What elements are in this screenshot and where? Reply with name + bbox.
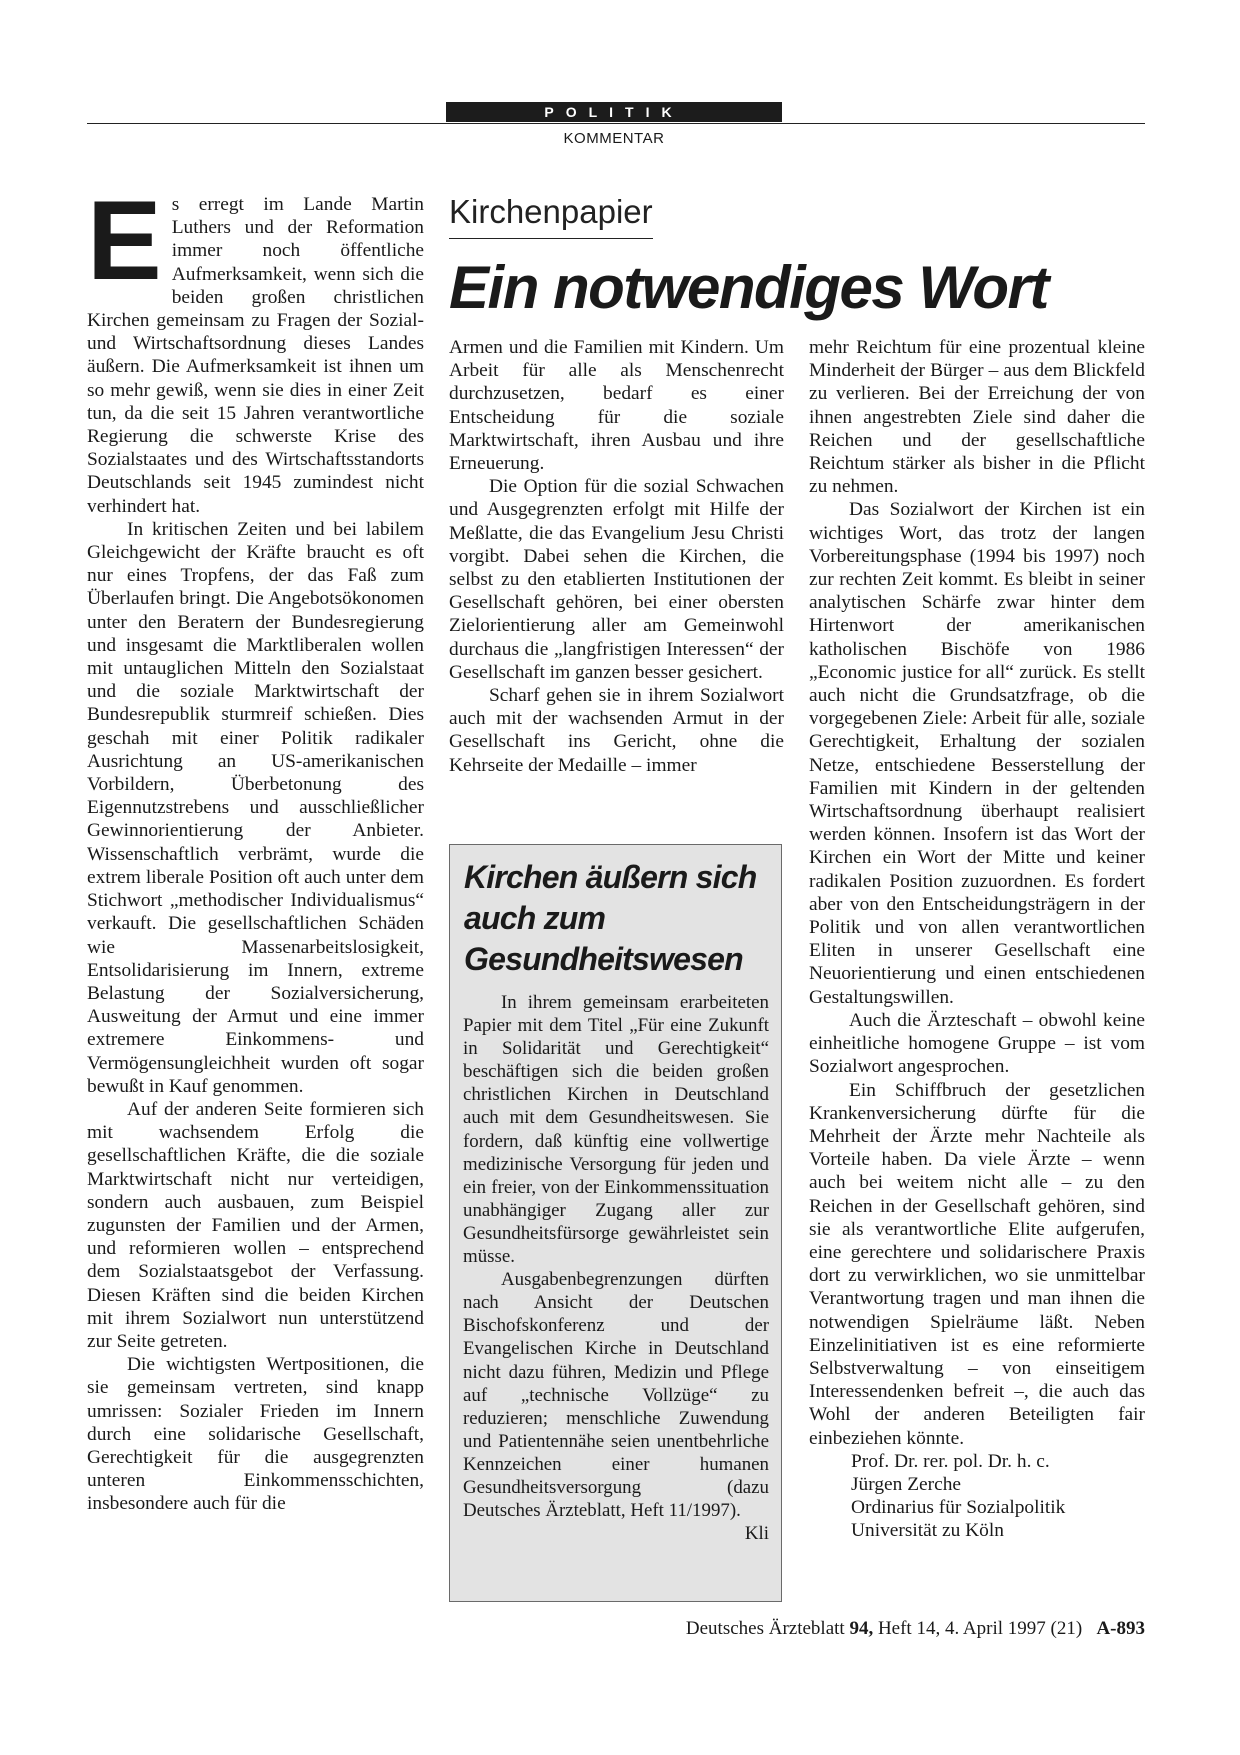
article-column-2 — [449, 336, 784, 777]
paragraph — [463, 1268, 769, 1545]
author-title: Prof. Dr. rer. pol. Dr. h. c. — [851, 1450, 1050, 1472]
paragraph: In ihrem gemeinsam erarbeiteten Papier mit dem Titel „Für eine Zukunft in Solidarität und Gerechtigkeit“ beschäftigen sich die beiden großen christlichen Kirchen in Deutschland auch mit dem Gesundheitswesen. Sie fordern, daß künftig eine vollwertige medizinische Versorgung für jeden und ein freier, von der Einkommenssituation unabhängiger Zugang aller zur Gesundheitsfürsorge gewährleistet sein müsse. — [463, 992, 769, 1268]
volume-number: 94, — [849, 1618, 874, 1639]
sidebar-box — [449, 844, 782, 1602]
author-signature — [809, 1450, 1145, 1543]
paragraph: Auch die Ärzteschaft – obwohl keine einheitliche homogene Gruppe – ist vom Sozialwort angesprochen. — [809, 1009, 1145, 1078]
article-kicker: Kirchenpapier — [449, 193, 653, 239]
drop-cap: E — [87, 178, 162, 303]
sidebar-box-title: Kirchen äußern sich auch zum Gesundheitswesen — [464, 859, 757, 977]
author-name: Jürgen Zerche — [851, 1473, 962, 1495]
author-position: Ordinarius für Sozialpolitik — [851, 1497, 1066, 1519]
paragraph: Die wichtigsten Wertpositionen, die sie gemeinsam vertreten, sind knapp umrissen: Sozialer Frieden im Innern durch eine solidarische Gesellschaft, Gerechtigkeit für die ausgegrenzten unteren Einkommensschichten, insbesondere auch für die — [87, 1354, 424, 1515]
publication-name: Deutsches Ärzteblatt — [685, 1618, 845, 1639]
section-label: POLITIK — [446, 102, 782, 122]
paragraph: Die Option für die sozial Schwachen und Ausgegrenzten erfolgt mit Hilfe der Meßlatte, die das Evangelium Jesu Christi vorgibt. Dabei sehen die Kirchen, die selbst zu den etablierten Institutionen der Gesellschaft gehören, bei einer obersten Zielorientierung aller am Gemeinwohl durchaus die „langfristigen Interessen“ der Gesellschaft im ganzen besser gesichert. — [449, 476, 784, 683]
paragraph: Ein Schiffbruch der gesetzlichen Krankenversicherung dürfte für die Mehrheit der Ärzte mehr Nachteile als Vorteile haben. Da viele Ärzte – wenn auch bei weitem nicht alle – zu den Reichen in der Gesellschaft gehören, sind sie als verantwortliche Elite aufgerufen, eine gerechtere und solidarischere Praxis dort zu verwirklichen, wo sie unmittelbar Verantwortung tragen und man ihnen die notwendigen Spielräume läßt. Neben Einzelinitiativen ist es eine reformierte Selbstverwaltung – von einseitigem Interessendenken befreit –, die auch das Wohl der anderen Beteiligten fair einbeziehen könnte. — [809, 1079, 1145, 1449]
page-number: A-893 — [1096, 1618, 1145, 1639]
header-rule — [87, 123, 1145, 124]
article-headline: Ein notwendiges Wort — [449, 254, 1048, 321]
subsection-label: KOMMENTAR — [563, 130, 665, 147]
sidebar-box-author: Kli — [744, 1523, 769, 1545]
paragraph: Armen und die Familien mit Kindern. Um Arbeit für alle als Menschenrecht durchzusetzen, bedarf es einer Entscheidung für die soziale Marktwirtschaft, ihren Ausbau und ihre Erneuerung. — [449, 337, 784, 475]
paragraph: s erregt im Lande Martin Luthers und der Reformation immer noch öffentliche Aufmerksamkeit, wenn sich die beiden großen christlichen Kirchen gemeinsam zu Fragen der Sozial- und Wirtschaftsordnung dieses Landes äußern. Die Aufmerksamkeit ist ihnen um so mehr gewiß, wenn sie dies in einer Zeit tun, da die seit 15 Jahren verantwortliche Regierung die schwerste Krise des Sozialstaates und des Wirtschaftsstandorts Deutschlands seit 1945 zumindest nicht verhindert hat. — [87, 194, 424, 517]
article-column-3 — [809, 336, 1145, 1543]
paragraph: In kritischen Zeiten und bei labilem Gleichgewicht der Kräfte braucht es oft nur eines Tropfens, der das Faß zum Überlaufen bringt. Die Angebotsökonomen unter den Beratern der Bundesregierung und insgesamt die Marktliberalen wollen mit untauglichen Mitteln den Sozialstaat und die soziale Marktwirtschaft der Bundesrepublik sturmreif schießen. Dies geschah mit einer Politik radikaler Ausrichtung an US-amerikanischen Vorbildern, Überbetonung des Eigennutzstrebens und ausschließlicher Gewinnorientierung der Anbieter. Wissenschaftlich verbrämt, wurde die extrem liberale Position oft auch unter dem Stichwort „methodischer Individualismus“ verkauft. Die gesellschaftlichen Schäden wie Massenarbeitslosigkeit, Entsolidarisierung im Innern, extreme Belastung der Sozialversicherung, Ausweitung der Armut und eine immer extremere Einkommens- und Vermögensungleichheit wurden oft sogar bewußt in Kauf genommen. — [87, 518, 424, 1097]
article-column-1 — [87, 178, 424, 1516]
paragraph: Auf der anderen Seite formieren sich mit wachsendem Erfolg die gesellschaftlichen Kräfte, die die soziale Marktwirtschaft nicht nur verteidigen, sondern auch ausbauen, zum Beispiel zugunsten der Familien und der Armen, und reformieren wollen – entsprechend dem Sozialstaatsgebot der Verfassung. Diesen Kräften sind die beiden Kirchen mit ihrem Sozialwort nun unterstützend zur Seite getreten. — [87, 1098, 424, 1352]
author-institution: Universität zu Köln — [851, 1520, 1004, 1542]
paragraph-text: Ausgabenbegrenzungen dürften nach Ansicht der Deutschen Bischofskonferenz und der Evangelischen Kirche in Deutschland nicht dazu führen, Medizin und Pflege auf „technische Vollzüge“ zu reduzieren; menschliche Zuwendung und Patientennähe seien unentbehrliche Kennzeichen einer humanen Gesundheitsversorgung (dazu Deutsches Ärzteblatt, Heft 11/1997). — [463, 1269, 769, 1522]
issue-info: Heft 14, 4. April 1997 (21) — [877, 1618, 1083, 1639]
sidebar-box-body — [463, 991, 769, 1545]
page-footer — [686, 1618, 1145, 1640]
paragraph: Scharf gehen sie in ihrem Sozialwort auch mit der wachsenden Armut in der Gesellschaft ins Gericht, ohne die Kehrseite der Medaille – immer — [449, 685, 784, 776]
paragraph: mehr Reichtum für eine prozentual kleine Minderheit der Bürger – aus dem Blickfeld zu verlieren. Bei der Erreichung der von ihnen angestrebten Ziele sind daher die Reichen und der gesellschaftliche Reichtum stärker als bisher in die Pflicht zu nehmen. — [809, 337, 1145, 498]
paragraph: Das Sozialwort der Kirchen ist ein wichtiges Wort, das trotz der langen Vorbereitungsphase (1994 bis 1997) noch zur rechten Zeit kommt. Es bleibt in seiner analytischen Schärfe zwar hinter dem Hirtenwort der amerikanischen katholischen Bischöfe von 1986 „Economic justice for all“ zurück. Es stellt auch nicht die Grundsatzfrage, ob die vorgegebenen Ziele: Arbeit für alle, soziale Gerechtigkeit, Erhaltung der sozialen Netze, entschiedene Besserstellung der Familien mit Kindern in der geltenden Wirtschaftsordnung überhaupt realisiert werden können. Insofern ist das Wort der Kirchen ein Wort der Mitte und keiner radikalen Position zuzuordnen. Es fordert aber von den Entscheidungsträgern in der Politik und von allen verantwortlichen Eliten in unserer Gesellschaft eine Neuorientierung und einen entschiedenen Gestaltungswillen. — [809, 499, 1145, 1008]
